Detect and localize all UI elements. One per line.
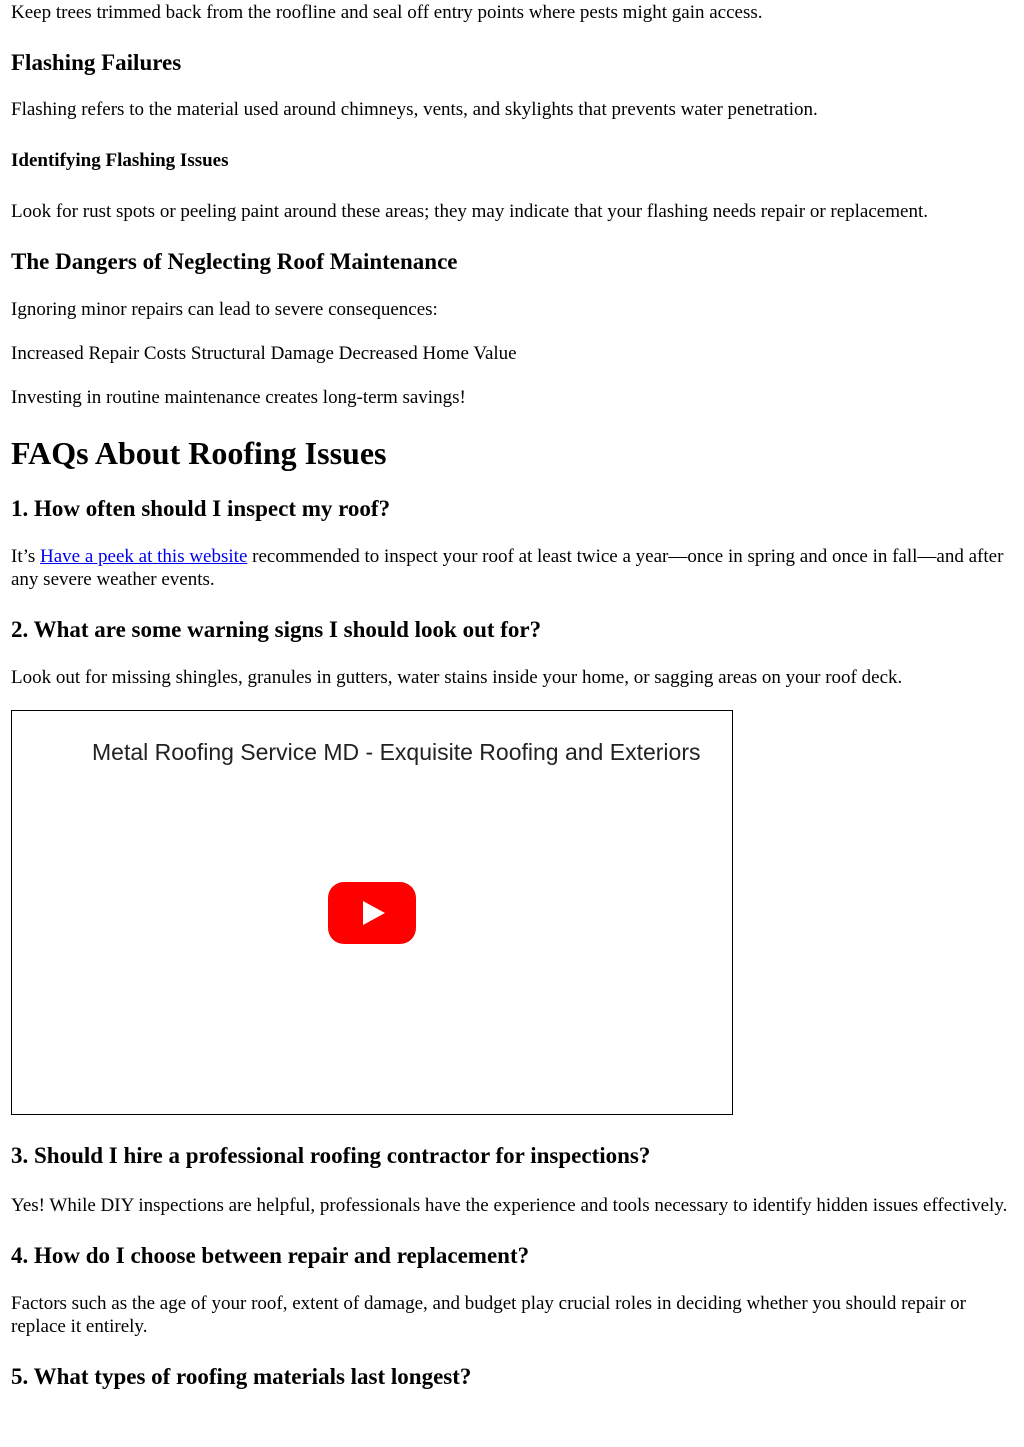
dangers-intro-paragraph: Ignoring minor repairs can lead to severe consequences: [11, 299, 438, 320]
identifying-flashing-heading: Identifying Flashing Issues [11, 150, 229, 171]
faq-answer-3: Yes! While DIY inspections are helpful, professionals have the experience and tools necessary to identify hidden issues effectively. [11, 1195, 1008, 1216]
article-body [0, 1, 1024, 1391]
faq-answer-1-suffix: recommended to inspect your roof at least twice a year—once in spring and once in fall—and after any severe weather events. [11, 546, 1004, 590]
video-title[interactable]: Metal Roofing Service MD - Exquisite Roofing and Exteriors [92, 739, 701, 765]
dangers-outro-paragraph: Investing in routine maintenance creates long-term savings! [11, 387, 466, 408]
faq-question-3: 3. Should I hire a professional roofing contractor for inspections? [11, 1143, 651, 1168]
embedded-video[interactable] [11, 710, 733, 1115]
faq-answer-2: Look out for missing shingles, granules in gutters, water stains inside your home, or sagging areas on your roof deck. [11, 667, 903, 688]
pests-tip-paragraph: Keep trees trimmed back from the roofline and seal off entry points where pests might gain access. [11, 2, 763, 23]
faq-question-4: 4. How do I choose between repair and replacement? [11, 1243, 530, 1268]
faq-question-5: 5. What types of roofing materials last longest? [11, 1364, 472, 1389]
faq-answer-4: Factors such as the age of your roof, extent of damage, and budget play crucial roles in deciding whether you should repair or replace it entirely. [11, 1293, 966, 1337]
faq-heading: FAQs About Roofing Issues [11, 435, 387, 471]
identifying-paragraph: Look for rust spots or peeling paint around these areas; they may indicate that your flashing needs repair or replacement. [11, 201, 928, 222]
faq-answer-1-prefix: It’s [11, 546, 41, 567]
faq-question-2: 2. What are some warning signs I should look out for? [11, 617, 542, 642]
flashing-paragraph: Flashing refers to the material used around chimneys, vents, and skylights that prevents water penetration. [11, 99, 818, 120]
faq-question-1: 1. How often should I inspect my roof? [11, 496, 391, 521]
faq-answer-1 [11, 545, 1013, 591]
youtube-play-icon[interactable] [328, 882, 416, 944]
flashing-failures-heading: Flashing Failures [11, 50, 182, 75]
website-link[interactable]: Have a peek at this website [40, 546, 248, 567]
dangers-heading: The Dangers of Neglecting Roof Maintenance [11, 249, 458, 274]
dangers-list-paragraph: Increased Repair Costs Structural Damage Decreased Home Value [11, 343, 517, 364]
